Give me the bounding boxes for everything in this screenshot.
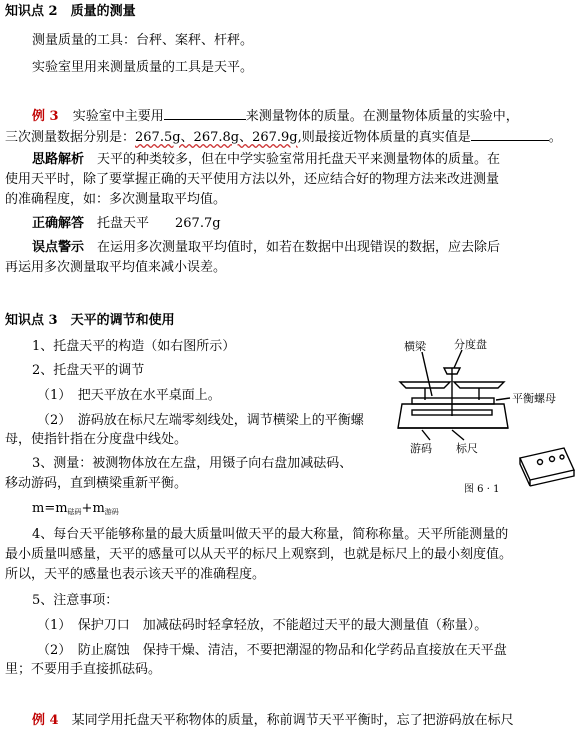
formula-subscript: 游码 — [104, 508, 119, 516]
example-4-line1 — [32, 713, 514, 729]
formula-subscript: 砝码 — [67, 508, 82, 516]
balance-nut-label: 平衡螺母 — [512, 392, 556, 405]
text: 实验室中主要用 — [72, 109, 164, 124]
section-title-k3: 知识点 3 天平的调节和使用 — [5, 313, 175, 328]
example-3-question-line1 — [32, 107, 519, 125]
figure-caption: 图 6 · 1 — [464, 484, 500, 495]
list-item: 1、托盘天平的构造（如右图所示） — [32, 339, 236, 354]
balance-illustration — [392, 338, 577, 498]
list-item: 移动游码，直到横梁重新平衡。 — [5, 476, 188, 491]
analysis-line1 — [32, 152, 500, 168]
paragraph: 测量质量的工具：台秤、案秤、杆秤。 — [32, 33, 254, 48]
analysis-line3: 的准确程度，如：多次测量取平均值。 — [5, 192, 227, 207]
mass-formula — [32, 501, 119, 520]
paragraph: 实验室里用来测量质量的工具是天平。 — [32, 60, 254, 75]
warning-label: 误点警示 — [32, 240, 85, 255]
text: 。 — [548, 130, 562, 145]
text: 在运用多次测量取平均值时，如若在数据中出现错误的数据，应去除后 — [84, 240, 501, 255]
example-label: 例 3 — [32, 109, 59, 124]
crossbeam-shape — [412, 398, 494, 404]
list-item: 5、注意事项： — [32, 593, 119, 608]
list-item: （1） 保护刀口 加减砝码时轻拿轻放，不能超过天平的最大测量值（称量）。 — [37, 618, 488, 633]
warning-line2: 再运用多次测量取平均值来减小误差。 — [5, 260, 227, 275]
rider-label: 游码 — [410, 442, 432, 455]
text: ,则最接近物体质量的真实值是 — [297, 130, 471, 145]
example-3-question-line2 — [5, 128, 562, 146]
list-item: 最小质量叫感量，天平的感量可以从天平的标尺上观察到，也就是标尺上的最小刻度值。 — [5, 547, 513, 562]
formula-text: m=m — [32, 501, 68, 516]
list-item: （1） 把天平放在水平桌面上。 — [37, 388, 221, 403]
list-item: 2、托盘天平的调节 — [32, 363, 145, 378]
list-item: （2） 游码放在标尺左端零刻线处，调节横梁上的平衡螺 — [37, 413, 364, 428]
formula-text: +m — [81, 501, 105, 516]
list-item: 母，使指针指在分度盘中线处。 — [5, 432, 188, 447]
left-pan — [400, 382, 450, 388]
analysis-line2: 使用天平时，除了要掌握正确的天平使用方法以外，还应结合好的物理方法来改进测量 — [5, 172, 500, 187]
text: 托盘天平 267.7g — [84, 216, 221, 231]
list-item: 所以，天平的感量也表示该天平的准确程度。 — [5, 567, 266, 582]
weight-box — [520, 448, 574, 480]
list-item: （2） 防止腐蚀 保持干燥、清洁，不要把潮湿的物品和化学药品直接放在天平盘 — [37, 643, 507, 658]
scale-dial-label: 分度盘 — [454, 338, 487, 351]
right-pan — [454, 382, 504, 388]
measurement-data: 267.5g、267.8g、267.9g — [135, 130, 298, 145]
analysis-label: 思路解析 — [32, 152, 85, 167]
crossbeam-label: 横梁 — [404, 340, 426, 353]
balance-figure — [392, 338, 577, 498]
example-label: 例 4 — [32, 713, 59, 728]
text: 某同学用托盘天平称物体的质量，称前调节天平平衡时，忘了把游码放在标尺 — [58, 713, 514, 728]
text: 天平的种类较多，但在中学实验室常用托盘天平来测量物体的质量。在 — [84, 152, 501, 167]
list-item: 4、每台天平能够称量的最大质量叫做天平的最大称量，简称称量。天平所能测量的 — [32, 527, 509, 542]
section-title-k2: 知识点 2 质量的测量 — [5, 4, 136, 19]
answer-blank — [164, 107, 246, 120]
warning-line1 — [32, 240, 500, 256]
list-item: 里；不要用手直接抓砝码。 — [5, 662, 162, 677]
answer-blank — [471, 128, 549, 141]
text: 来测量物体的质量。在测量物体质量的实验中， — [245, 109, 519, 124]
list-item: 3、测量：被测物体放在左盘，用镊子向右盘加减砝码、 — [32, 456, 353, 471]
correct-answer-label: 正确解答 — [32, 216, 85, 231]
text: 三次测量数据分别是： — [5, 130, 136, 145]
correct-answer — [32, 216, 221, 232]
beam-scale-label: 标尺 — [456, 442, 478, 455]
